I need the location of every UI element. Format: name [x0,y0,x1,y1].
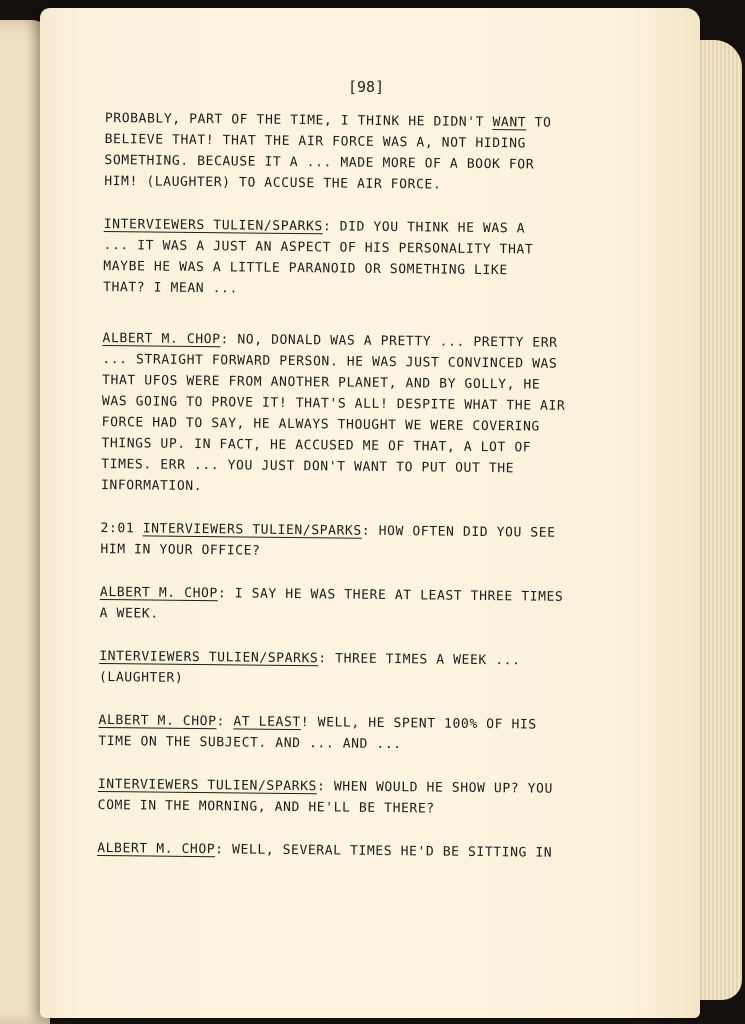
emphasis-text: AT LEAST [233,714,301,731]
underlined-word: WANT [492,115,527,131]
speaker-label: ALBERT M. CHOP [99,584,218,602]
text-line: BELIEVE THAT! THAT THE AIR FORCE WAS A, NOT HIDING [104,131,527,152]
line-text: : I SAY HE WAS THERE AT LEAST THREE TIMES [217,586,564,605]
speaker-label: ALBERT M. CHOP [98,712,217,730]
paragraph-6 [99,646,609,693]
paragraph-7 [98,710,608,757]
text-line: HIM IN YOUR OFFICE? [100,541,261,559]
page-number: [98] [348,78,385,96]
text-line: FORCE HAD TO SAY, HE ALWAYS THOUGHT WE WERE COVERING [101,414,540,435]
paragraph-5 [100,582,610,629]
transcript-body [97,108,615,886]
text-line: ... IT WAS A JUST AN ASPECT OF HIS PERSONALITY THAT [103,237,534,258]
speaker-label: INTERVIEWERS TULIEN/SPARKS [99,648,319,667]
text-line: PROBABLY, PART OF THE TIME, I THINK HE DIDN'T WANT TO [104,110,552,131]
text-line: ... STRAIGHT FORWARD PERSON. HE WAS JUST CONVINCED WAS [102,351,558,372]
speaker-label: ALBERT M. CHOP [102,330,221,348]
line-text: : HOW OFTEN DID YOU SEE [361,523,556,541]
text-line: A WEEK. [99,605,159,622]
speaker-label: INTERVIEWERS TULIEN/SPARKS [142,521,362,539]
line-text: : NO, DONALD WAS A PRETTY ... PRETTY ERR [220,332,558,351]
line-text: : WELL, SEVERAL TIMES HE'D BE SITTING IN [215,842,553,861]
paragraph-8 [98,774,608,821]
text-line: INFORMATION. [100,477,203,495]
speaker-label: INTERVIEWERS TULIEN/SPARKS [103,216,323,235]
text-line: TIMES. ERR ... YOU JUST DON'T WANT TO PUT OUT THE [101,456,515,477]
text-line [97,838,607,864]
timestamp: 2:01 [100,520,143,537]
line-text: : WHEN WOULD HE SHOW UP? YOU [316,779,554,797]
paragraph-3 [101,328,613,501]
text-line: THINGS UP. IN FACT, HE ACCUSED ME OF THAT, A LOT OF [101,435,532,456]
text-line: ALBERT M. CHOP: AT LEAST! WELL, HE SPENT 100% OF HIS [98,712,537,733]
text-line: TIME ON THE SUBJECT. AND ... AND ... [98,733,402,753]
text-line: (LAUGHTER) [98,669,184,686]
paragraph-2 [103,214,614,303]
line-text: : THREE TIMES A WEEK ... [318,651,521,669]
text-line: SOMETHING. BECAUSE IT A ... MADE MORE OF A BOOK FOR [104,152,535,173]
paragraph-1 [104,108,615,197]
line-text: ! WELL, HE SPENT 100% OF HIS [300,715,537,733]
text-line: THAT? I MEAN ... [103,279,239,297]
paragraph-9 [97,838,607,864]
paragraph-4 [100,518,610,565]
line-text: : DID YOU THINK HE WAS A [322,219,526,237]
speaker-label: ALBERT M. CHOP [97,840,216,858]
text-line: MAYBE HE WAS A LITTLE PARANOID OR SOMETHING LIKE [103,258,508,279]
text-line: COME IN THE MORNING, AND HE'LL BE THERE? [97,797,435,817]
transcript-page [40,8,700,1018]
text-line: THAT UFOS WERE FROM ANOTHER PLANET, AND BY GOLLY, HE [102,372,541,393]
speaker-label: INTERVIEWERS TULIEN/SPARKS [97,776,318,795]
text-line: WAS GOING TO PROVE IT! THAT'S ALL! DESPITE WHAT THE AIR [101,393,566,414]
text-line: HIM! (LAUGHTER) TO ACCUSE THE AIR FORCE. [104,173,442,193]
